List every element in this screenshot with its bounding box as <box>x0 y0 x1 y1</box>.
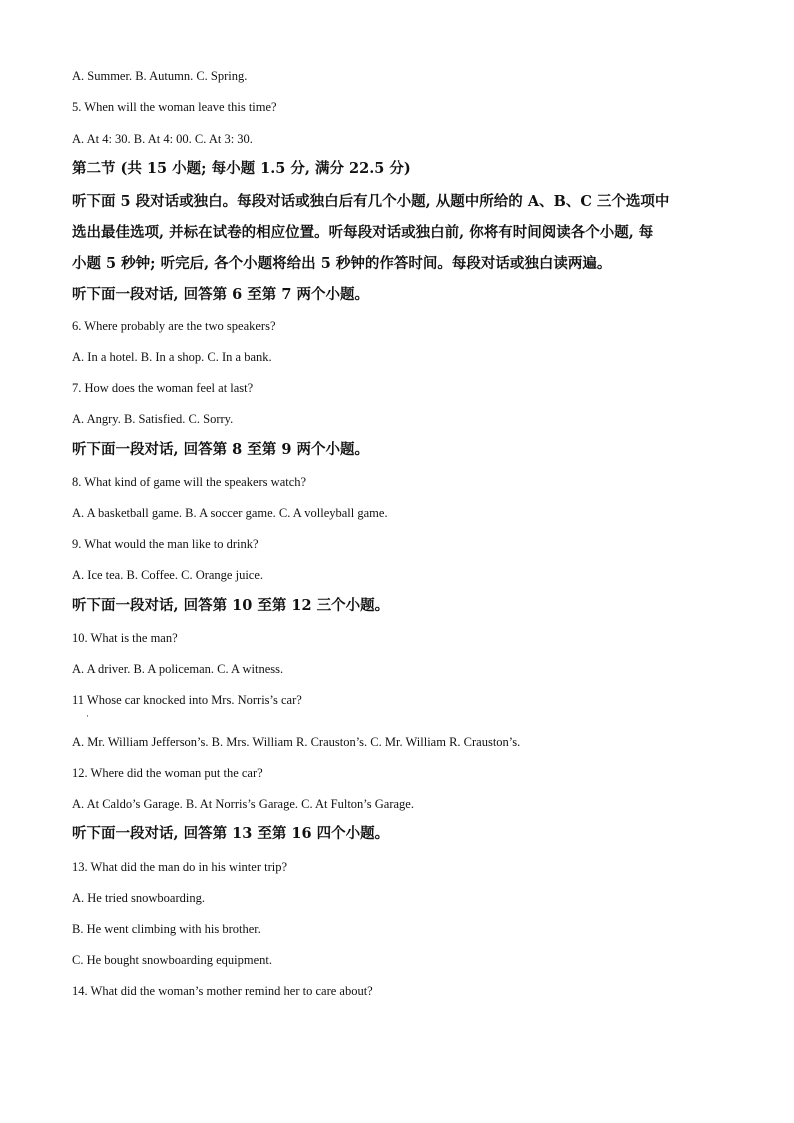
q6-question: 6. Where probably are the two speakers? <box>72 319 276 333</box>
instructions-line-2: 选出最佳选项, 并标在试卷的相应位置。听每段对话或独白前, 你将有时间阅读各个小题, 每 <box>72 224 654 241</box>
q7-question: 7. How does the woman feel at last? <box>72 381 254 395</box>
stray-dot-mark: · <box>86 711 89 721</box>
dialogue-10-12-heading: 听下面一段对话, 回答第 10 至第 12 三个小题。 <box>72 597 390 614</box>
q8-options: A. A basketball game. B. A soccer game. C. A volleyball game. <box>72 506 388 520</box>
q11-question: 11 Whose car knocked into Mrs. Norris’s car? <box>72 693 302 707</box>
q4-options: A. Summer. B. Autumn. C. Spring. <box>72 69 248 83</box>
q13-question: 13. What did the man do in his winter trip? <box>72 860 288 874</box>
section-2-heading: 第二节 (共 15 小题; 每小题 1.5 分, 满分 22.5 分) <box>72 160 411 177</box>
dialogue-6-7-heading: 听下面一段对话, 回答第 6 至第 7 两个小题。 <box>72 286 369 303</box>
q10-options: A. A driver. B. A policeman. C. A witness. <box>72 662 284 676</box>
instructions-line-3: 小题 5 秒钟; 听完后, 各个小题将给出 5 秒钟的作答时间。每段对话或独白读两遍。 <box>72 255 612 272</box>
dialogue-8-9-heading: 听下面一段对话, 回答第 8 至第 9 两个小题。 <box>72 441 369 458</box>
q13-option-c: C. He bought snowboarding equipment. <box>72 953 272 967</box>
q9-question: 9. What would the man like to drink? <box>72 537 259 551</box>
q8-question: 8. What kind of game will the speakers watch? <box>72 475 307 489</box>
dialogue-13-16-heading: 听下面一段对话, 回答第 13 至第 16 四个小题。 <box>72 825 390 842</box>
q13-option-b: B. He went climbing with his brother. <box>72 922 261 936</box>
q9-options: A. Ice tea. B. Coffee. C. Orange juice. <box>72 568 264 582</box>
q14-question: 14. What did the woman’s mother remind her to care about? <box>72 984 373 998</box>
q5-options: A. At 4: 30. B. At 4: 00. C. At 3: 30. <box>72 132 253 146</box>
q11-options: A. Mr. William Jefferson’s. B. Mrs. William R. Crauston’s. C. Mr. William R. Crauston’s. <box>72 735 521 749</box>
q7-options: A. Angry. B. Satisfied. C. Sorry. <box>72 412 234 426</box>
q10-question: 10. What is the man? <box>72 631 178 645</box>
q6-options: A. In a hotel. B. In a shop. C. In a bank. <box>72 350 272 364</box>
q13-option-a: A. He tried snowboarding. <box>72 891 205 905</box>
q12-options: A. At Caldo’s Garage. B. At Norris’s Garage. C. At Fulton’s Garage. <box>72 797 414 811</box>
instructions-line-1: 听下面 5 段对话或独白。每段对话或独白后有几个小题, 从题中所给的 A、B、C 三个选项中 <box>72 193 670 210</box>
q12-question: 12. Where did the woman put the car? <box>72 766 263 780</box>
q5-question: 5. When will the woman leave this time? <box>72 100 277 114</box>
section-2-instructions <box>72 186 724 279</box>
